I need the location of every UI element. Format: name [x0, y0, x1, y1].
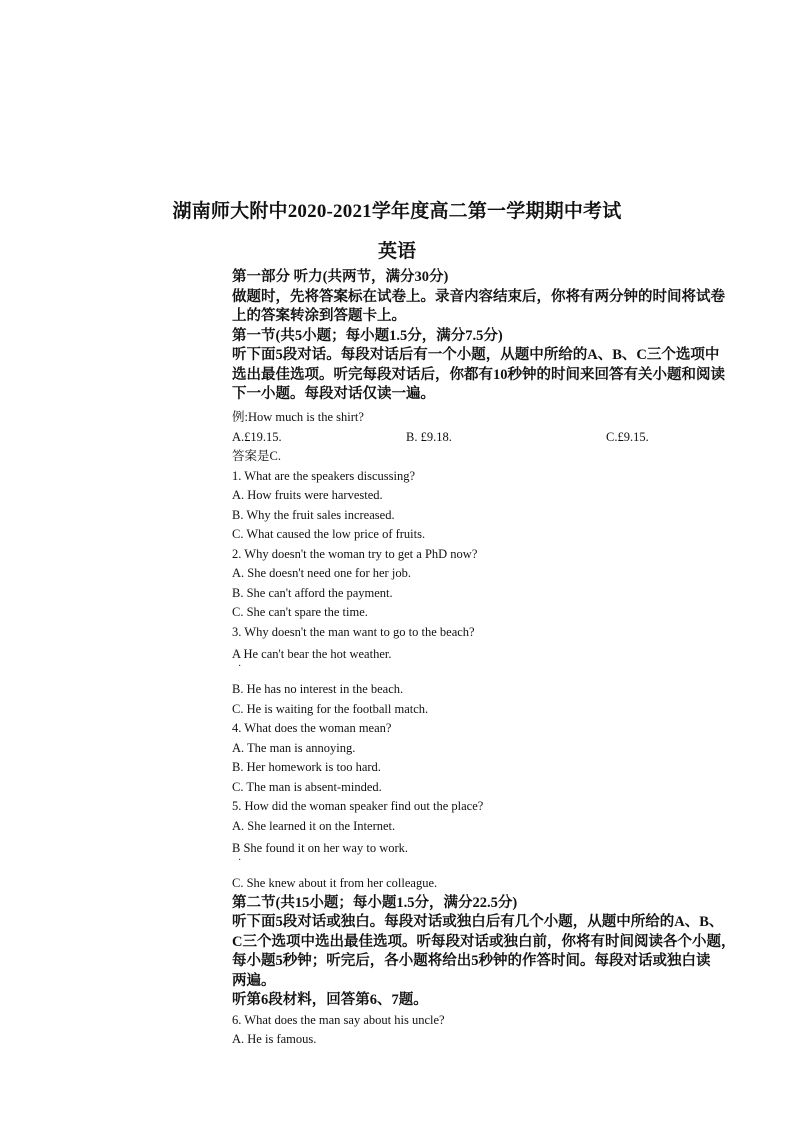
part1-instruction-line: 上的答案转涂到答题卡上。: [232, 308, 406, 324]
material-heading: 听第6段材料，回答第6、7题。: [232, 992, 428, 1008]
q3-option-c: C. He is waiting for the football match.: [232, 701, 429, 716]
q2-option-b: B. She can't afford the payment.: [232, 585, 393, 600]
example-question: 例:How much is the shirt?: [232, 409, 364, 424]
part1-instruction-line: 做题时，先将答案标在试卷上。录音内容结束后，你将有两分钟的时间将试卷: [232, 288, 725, 305]
q4-question: 4. What does the woman mean?: [232, 721, 392, 735]
q1-option-c: C. What caused the low price of fruits.: [232, 527, 426, 541]
q3-option-a-mark: ·: [238, 661, 242, 672]
section2-instruction-line: C三个选项中选出最佳选项。听每段对话或独白前，你将有时间阅读各个小题，: [232, 933, 736, 950]
q3-option-b: B. He has no interest in the beach.: [232, 682, 404, 696]
part1-heading: 第一部分 听力(共两节，满分30分): [232, 269, 449, 285]
q1-option-a: A. How fruits were harvested.: [232, 488, 383, 502]
q4-option-b: B. Her homework is too hard.: [232, 760, 381, 774]
q3-option-a-block: [232, 646, 756, 674]
section2-instruction-line: 每小题5秒钟；听完后，各小题将给出5秒钟的作答时间。每段对话或独白读: [232, 953, 711, 969]
example-options: [232, 427, 756, 447]
q5-question: 5. How did the woman speaker find out the place?: [232, 799, 484, 813]
section1-heading: 第一节(共5小题；每小题1.5分，满分7.5分): [232, 327, 503, 344]
q3-option-a: A He can't bear the hot weather.: [232, 647, 392, 661]
q5-option-c: C. She knew about it from her colleague.: [232, 876, 438, 890]
q6-option-a: A. He is famous.: [232, 1032, 317, 1046]
q3-question: 3. Why doesn't the man want to go to the beach?: [232, 624, 475, 639]
q5-option-b-block: [232, 840, 756, 868]
q5-option-b: B She found it on her way to work.: [232, 841, 409, 855]
q2-question: 2. Why doesn't the woman try to get a PhD now?: [232, 546, 478, 561]
example-answer: 答案是C.: [232, 449, 281, 463]
example-option-c: C.£9.15.: [606, 430, 649, 444]
exam-content: [232, 268, 756, 1050]
q1-question: 1. What are the speakers discussing?: [232, 468, 416, 483]
exam-title: 湖南师大附中2020-2021学年度高二第一学期期中考试: [172, 201, 622, 222]
exam-subject: 英语: [377, 241, 416, 262]
section1-instruction-line: 选出最佳选项。听完每段对话后，你都有10秒钟的时间来回答有关小题和阅读: [232, 366, 725, 383]
section2-instruction-line: 两遍。: [232, 972, 276, 989]
example-option-b: B. £9.18.: [406, 430, 452, 444]
example-option-a: A.£19.15.: [232, 430, 282, 444]
q4-option-c: C. The man is absent-minded.: [232, 779, 382, 794]
section2-heading: 第二节(共15小题；每小题1.5分，满分22.5分): [232, 894, 518, 911]
q2-option-a: A. She doesn't need one for her job.: [232, 566, 411, 580]
q1-option-b: B. Why the fruit sales increased.: [232, 507, 395, 522]
q6-question: 6. What does the man say about his uncle?: [232, 1012, 445, 1027]
q4-option-a: A. The man is annoying.: [232, 740, 356, 755]
q5-option-b-mark: ·: [238, 855, 242, 866]
q5-option-a: A. She learned it on the Internet.: [232, 818, 396, 833]
section1-instruction-line: 下一小题。每段对话仅读一遍。: [232, 386, 435, 402]
section1-instruction-line: 听下面5段对话。每段对话后有一个小题，从题中所给的A、B、C三个选项中: [232, 347, 720, 363]
section2-instruction-line: 听下面5段对话或独白。每段对话或独白后有几个小题，从题中所给的A、B、: [232, 914, 724, 930]
q2-option-c: C. She can't spare the time.: [232, 605, 368, 619]
